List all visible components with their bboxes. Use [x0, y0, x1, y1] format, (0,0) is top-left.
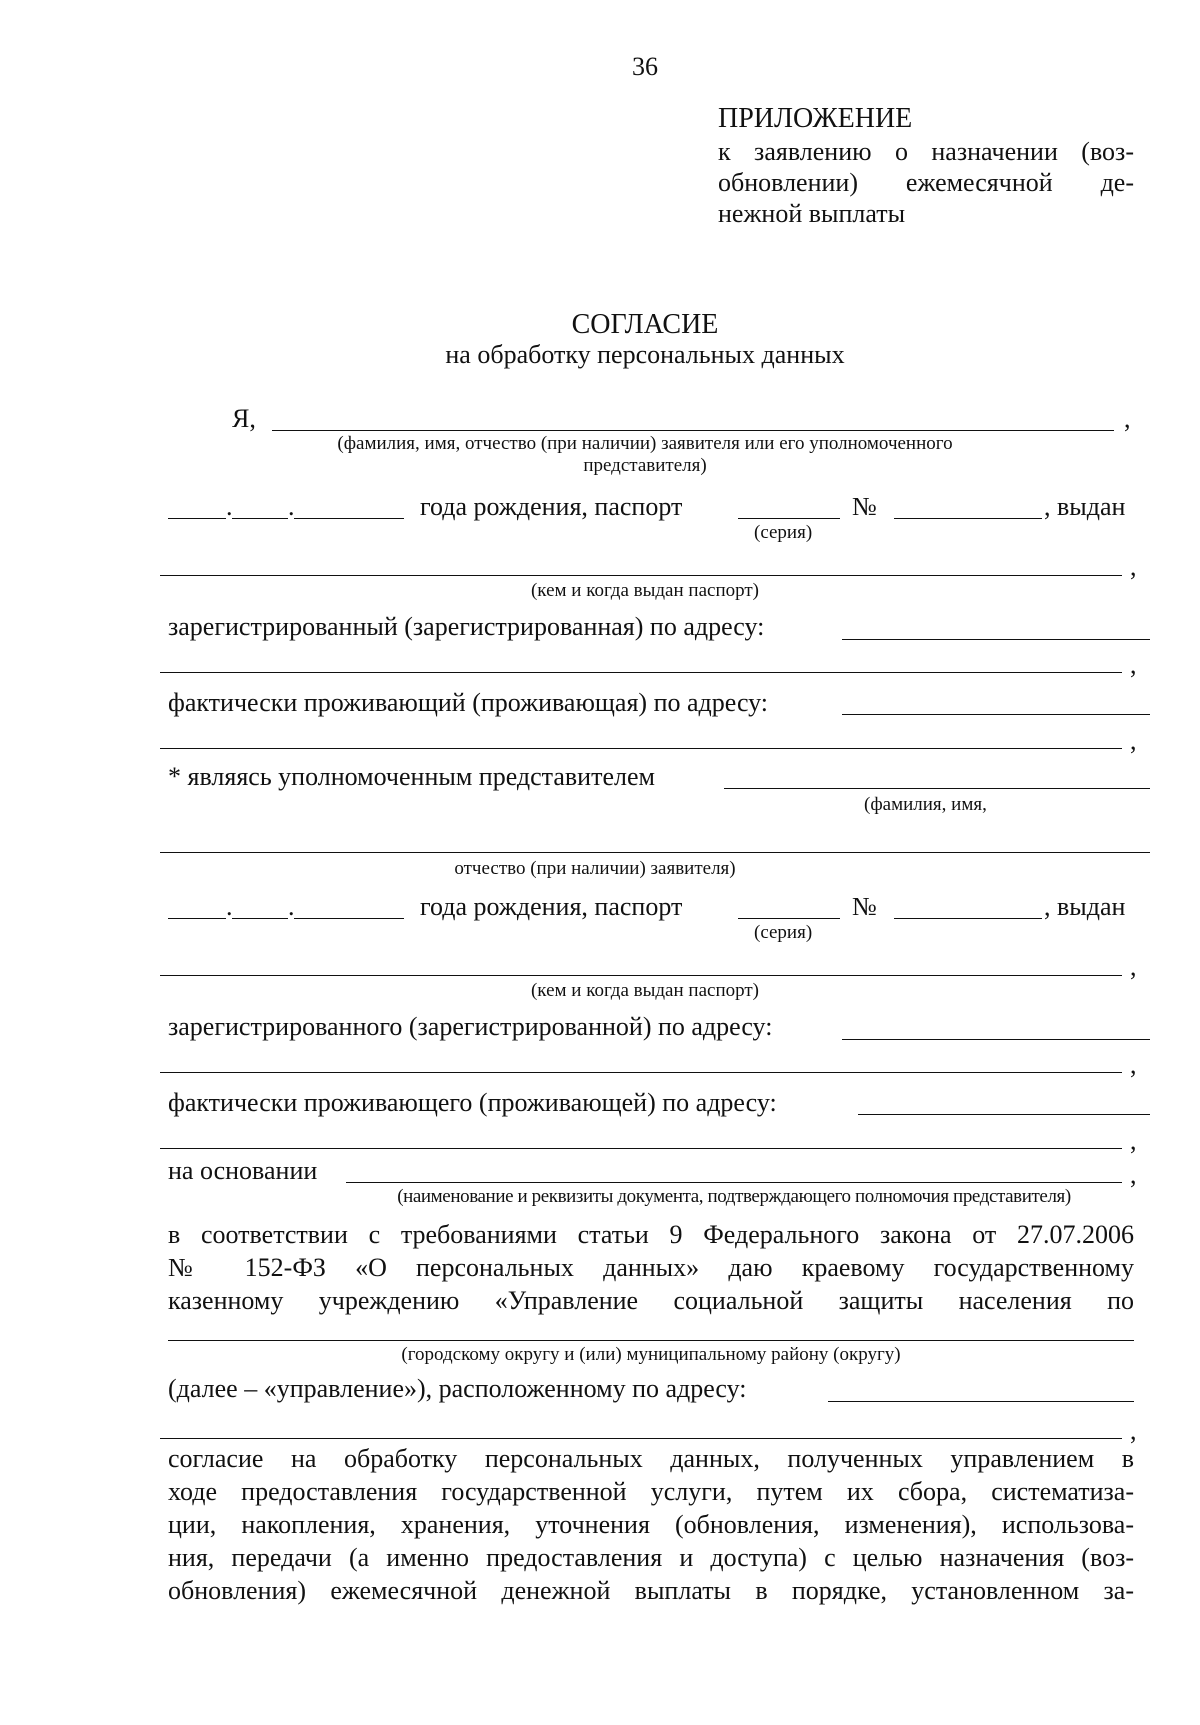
registered-address-line[interactable] — [842, 639, 1150, 640]
management-address-label: (далее – «управление»), расположенному по адресу: — [168, 1374, 747, 1403]
paragraph2-line: ции, накопления, хранения, уточнения (обновления, изменения), использова- — [168, 1510, 1134, 1539]
district-line[interactable] — [168, 1340, 1134, 1341]
comma: , — [1130, 726, 1137, 755]
comma: , — [1124, 404, 1131, 433]
representative-fio-line[interactable] — [724, 788, 1150, 789]
paragraph1-line: казенному учреждению «Управление социальной защиты населения по — [168, 1286, 1134, 1315]
issued-by-caption: (кем и когда выдан паспорт) — [530, 580, 759, 601]
registered-address-line-2[interactable] — [160, 672, 1122, 673]
appendix-line: обновлении) ежемесячной де- — [718, 168, 1134, 197]
basis-document-line[interactable] — [346, 1182, 1122, 1183]
date-dot: . — [288, 892, 295, 921]
fio-field-line[interactable] — [272, 430, 1114, 431]
rep-birth-day-line[interactable] — [168, 918, 226, 919]
appendix-title: ПРИЛОЖЕНИЕ — [718, 103, 913, 134]
registered-gen-label: зарегистрированного (зарегистрированной) по адресу: — [168, 1012, 773, 1041]
comma: , — [1130, 1416, 1137, 1445]
date-dot: . — [226, 492, 233, 521]
residing-address-line-2[interactable] — [160, 748, 1122, 749]
consent-subtitle: на обработку персональных данных — [445, 340, 845, 369]
passport-series-line[interactable] — [738, 518, 840, 519]
date-dot: . — [226, 892, 233, 921]
paragraph2-line: согласие на обработку персональных данных, полученных управлением в — [168, 1444, 1134, 1473]
number-sign: № — [852, 492, 877, 521]
rep-birth-year-line[interactable] — [294, 918, 404, 919]
registered-label: зарегистрированный (зарегистрированная) по адресу: — [168, 612, 765, 641]
number-sign: № — [852, 892, 877, 921]
paragraph2-line: ходе предоставления государственной услуги, путем их сбора, систематиза- — [168, 1477, 1134, 1506]
rep-passport-series-line[interactable] — [738, 918, 840, 919]
series-caption: (серия) — [754, 522, 813, 543]
basis-label: на основании — [168, 1156, 318, 1185]
appendix-line: к заявлению о назначении (воз- — [718, 137, 1134, 166]
rep-passport-number-line[interactable] — [894, 918, 1042, 919]
fio-caption-line2: представителя) — [583, 455, 707, 476]
management-address-line-2[interactable] — [160, 1438, 1122, 1439]
fio-caption-short: (фамилия, имя, — [864, 794, 987, 815]
birth-passport-label: года рождения, паспорт — [420, 492, 683, 521]
rep-issued-by-line[interactable] — [160, 975, 1122, 976]
birth-year-line[interactable] — [294, 518, 404, 519]
paragraph2-line: обновления) ежемесячной денежной выплаты в порядке, установленном за- — [168, 1576, 1134, 1605]
issued-label: , выдан — [1044, 892, 1126, 921]
management-address-line[interactable] — [828, 1401, 1134, 1402]
paragraph1-line: в соответствии с требованиями статьи 9 Федерального закона от 27.07.2006 — [168, 1220, 1134, 1249]
comma: , — [1130, 1160, 1137, 1189]
comma: , — [1130, 1050, 1137, 1079]
representative-patronymic-line[interactable] — [160, 852, 1150, 853]
basis-caption: (наименование и реквизиты документа, подтверждающего полномочия представителя) — [397, 1186, 1071, 1207]
comma: , — [1130, 650, 1137, 679]
birth-day-line[interactable] — [168, 518, 226, 519]
rep-registered-address-line-2[interactable] — [160, 1072, 1122, 1073]
comma: , — [1130, 1126, 1137, 1155]
residing-address-line[interactable] — [842, 714, 1150, 715]
comma: , — [1130, 552, 1137, 581]
appendix-text — [718, 136, 1134, 229]
fio-caption-line1: (фамилия, имя, отчество (при наличии) заявителя или его уполномоченного — [337, 433, 953, 454]
date-dot: . — [288, 492, 295, 521]
appendix-line: нежной выплаты — [718, 199, 906, 228]
paragraph2-line: ния, передачи (а именно предоставления и доступа) с целью назначения (воз- — [168, 1543, 1134, 1572]
district-caption: (городскому округу и (или) муниципальному району (округу) — [401, 1344, 901, 1365]
passport-number-line[interactable] — [894, 518, 1042, 519]
rep-birth-passport-label: года рождения, паспорт — [420, 892, 683, 921]
series-caption: (серия) — [754, 922, 813, 943]
birth-month-line[interactable] — [232, 518, 288, 519]
residing-gen-label: фактически проживающего (проживающей) по адресу: — [168, 1088, 777, 1117]
issued-label: , выдан — [1044, 492, 1126, 521]
page-number: 36 — [632, 52, 658, 81]
consent-title: СОГЛАСИЕ — [571, 309, 719, 340]
representative-label: * являясь уполномоченным представителем — [168, 762, 655, 791]
issued-by-line[interactable] — [160, 575, 1122, 576]
rep-residing-address-line-2[interactable] — [160, 1148, 1122, 1149]
rep-issued-by-caption: (кем и когда выдан паспорт) — [530, 980, 759, 1001]
residing-label: фактически проживающий (проживающая) по адресу: — [168, 688, 769, 717]
rep-residing-address-line[interactable] — [858, 1114, 1150, 1115]
rep-birth-month-line[interactable] — [232, 918, 288, 919]
patronymic-caption: отчество (при наличии) заявителя) — [454, 858, 736, 879]
paragraph1-line: № 152-ФЗ «О персональных данных» даю краевому государственному — [168, 1253, 1134, 1282]
ya-label: Я, — [232, 404, 256, 433]
comma: , — [1130, 952, 1137, 981]
rep-registered-address-line[interactable] — [842, 1039, 1150, 1040]
